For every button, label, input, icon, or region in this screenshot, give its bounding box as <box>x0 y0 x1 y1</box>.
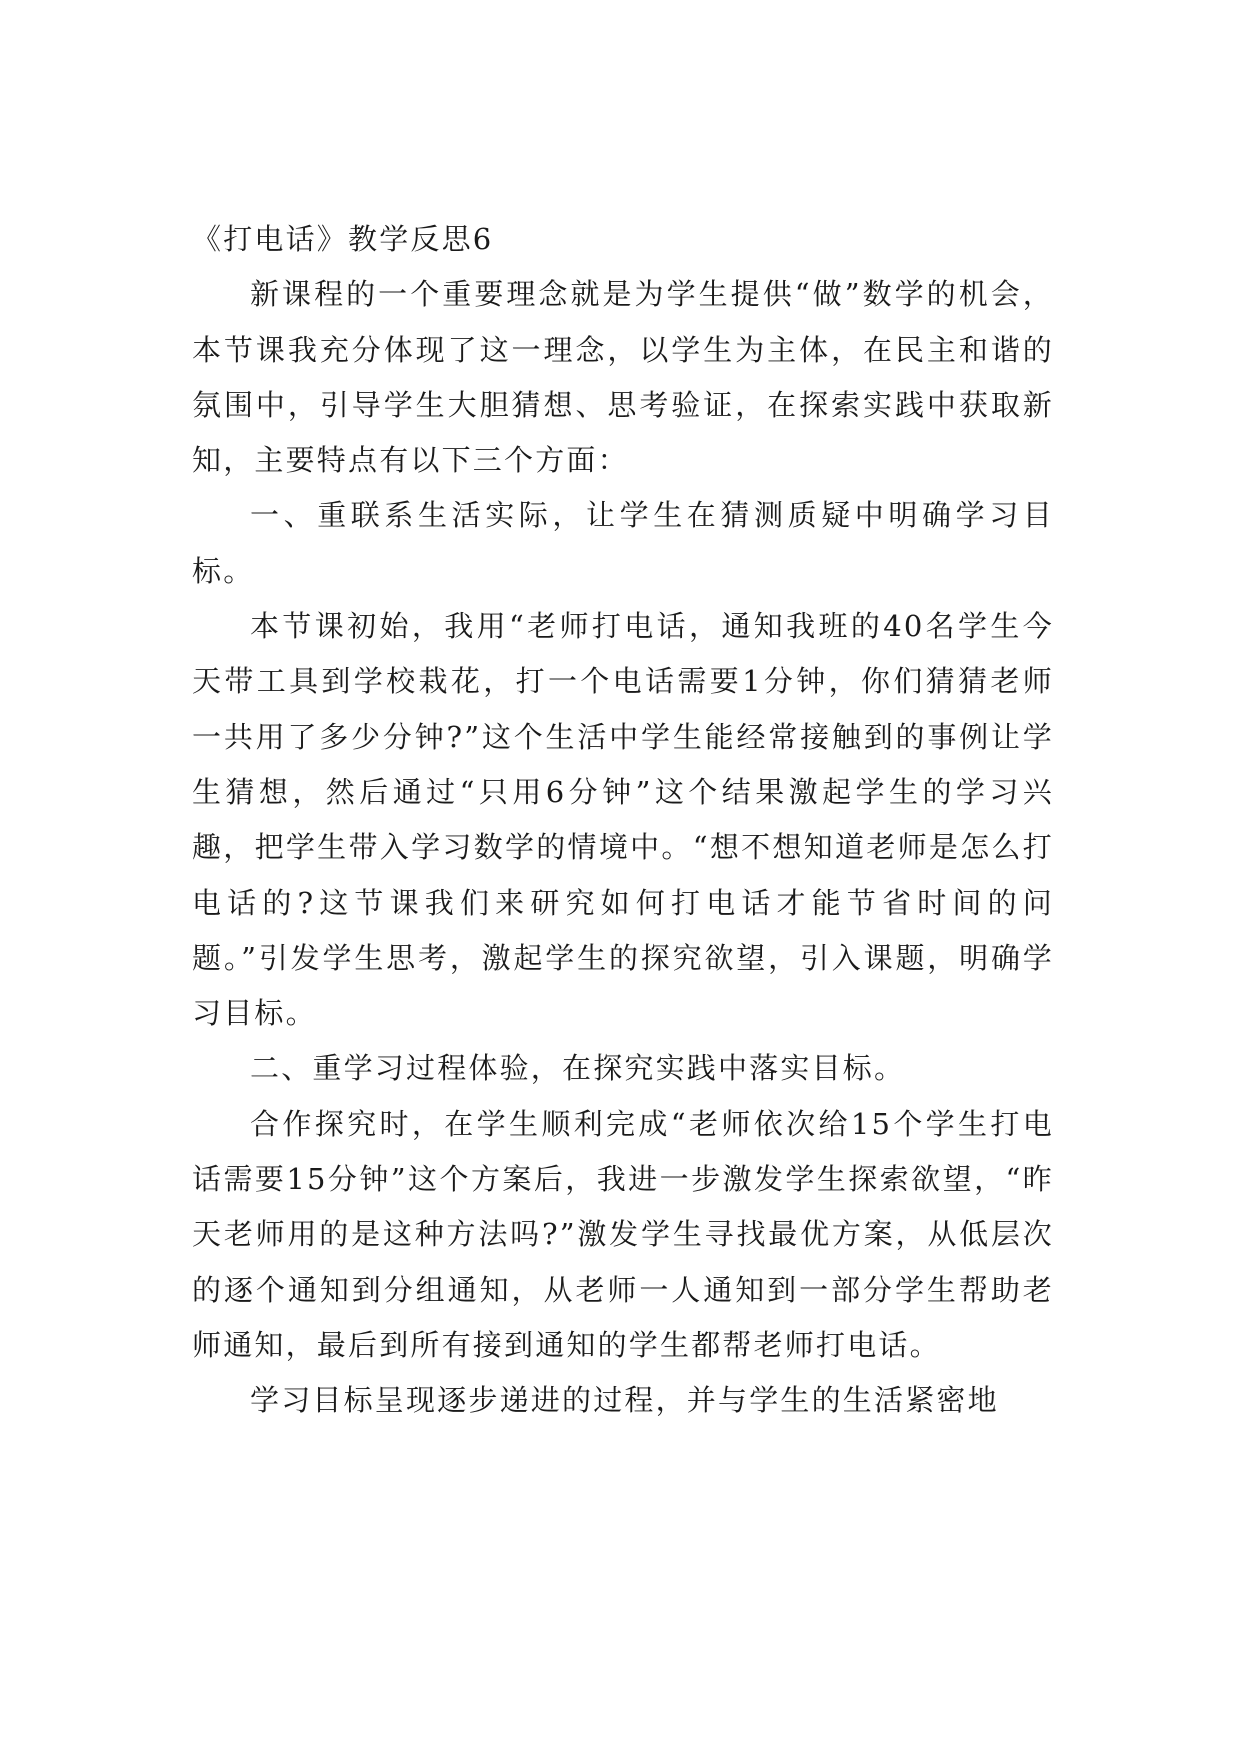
section-heading-1: 一、重联系生活实际，让学生在猜测质疑中明确学习目标。 <box>192 498 1054 588</box>
document-body <box>192 212 1054 1429</box>
paragraph-intro: 新课程的一个重要理念就是为学生提供“做”数学的机会，本节课我充分体现了这一理念，以学生为主体，在民主和谐的氛围中，引导学生大胆猜想、思考验证，在探索实践中获取新知，主要特点有以下三个方面： <box>192 277 1054 478</box>
paragraph-section-2: 合作探究时，在学生顺利完成“老师依次给15个学生打电话需要15分钟”这个方案后，我进一步激发学生探索欲望，“昨天老师用的是这种方法吗?”激发学生寻找最优方案，从低层次的逐个通知到分组通知，从老师一人通知到一部分学生帮助老师通知，最后到所有接到通知的学生都帮老师打电话。 <box>192 1106 1054 1362</box>
document-title: 《打电话》教学反思6 <box>192 222 494 256</box>
paragraph-continued: 学习目标呈现逐步递进的过程，并与学生的生活紧密地 <box>250 1383 999 1418</box>
paragraph-section-1: 本节课初始，我用“老师打电话，通知我班的40名学生今天带工具到学校栽花，打一个电话需要1分钟，你们猜猜老师一共用了多少分钟?”这个生活中学生能经常接触到的事例让学生猜想，然后通过“只用6分钟”这个结果激起学生的学习兴趣，把学生带入学习数学的情境中。“想不想知道老师是怎么打电话的?这节课我们来研究如何打电话才能节省时间的问题。”引发学生思考，激起学生的探究欲望，引入课题，明确学习目标。 <box>192 609 1054 1031</box>
section-heading-2: 二、重学习过程体验，在探究实践中落实目标。 <box>250 1051 906 1086</box>
